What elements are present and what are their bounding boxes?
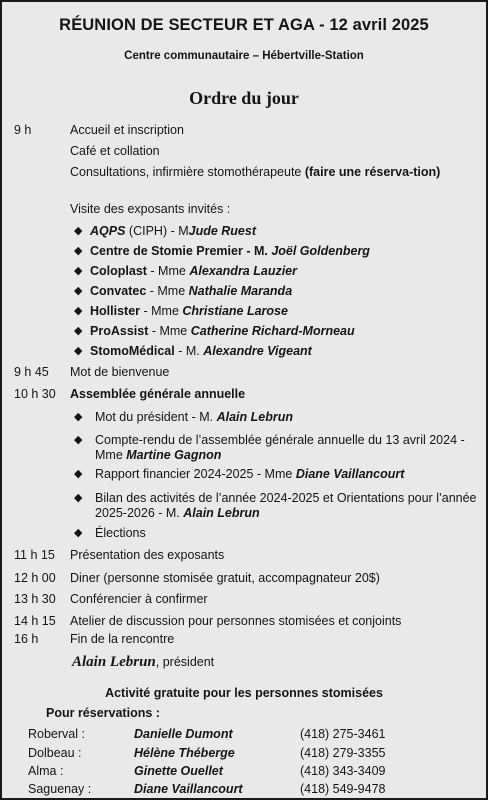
agenda-item: Mot de bienvenue (70, 365, 170, 379)
diamond-bullet-icon: ◆ (74, 411, 83, 423)
contact-name: Danielle Dumont (134, 727, 233, 741)
diamond-bullet-icon: ◆ (74, 285, 83, 297)
aga-item: Mot du président - M. Alain Lebrun (95, 410, 293, 424)
time-label: 16 h (14, 632, 39, 646)
contact-phone: (418) 275-3461 (300, 727, 386, 741)
contact-phone: (418) 279-3355 (300, 746, 386, 760)
time-label: 14 h 15 (14, 614, 56, 628)
contact-name: Ginette Ouellet (134, 764, 223, 778)
agenda-item: Café et collation (70, 144, 160, 158)
diamond-bullet-icon: ◆ (74, 468, 83, 480)
agenda-item: Conférencier à confirmer (70, 592, 208, 606)
time-label: 9 h 45 (14, 365, 49, 379)
agenda-item: Fin de la rencontre (70, 632, 175, 646)
time-label: 13 h 30 (14, 592, 56, 606)
aga-title: Assemblée générale annuelle (70, 387, 246, 401)
agenda-item: Accueil et inscription (70, 123, 184, 137)
signature-role: , président (155, 655, 215, 669)
contact-name: Diane Vaillancourt (134, 782, 243, 796)
diamond-bullet-icon: ◆ (74, 325, 83, 337)
agenda-item: Présentation des exposants (70, 548, 225, 562)
exhibitor-item: Hollister - Mme Christiane Larose (90, 304, 288, 318)
exhibitors-intro: Visite des exposants invités : (70, 202, 231, 216)
diamond-bullet-icon: ◆ (74, 434, 83, 446)
agenda-heading: Ordre du jour (189, 88, 299, 108)
exhibitor-item: ProAssist - Mme Catherine Richard-Morneau (90, 324, 355, 338)
time-label: 12 h 00 (14, 571, 56, 585)
diamond-bullet-icon: ◆ (74, 345, 83, 357)
diamond-bullet-icon: ◆ (74, 225, 83, 237)
free-activity-note: Activité gratuite pour les personnes stomisées (105, 686, 383, 700)
diamond-bullet-icon: ◆ (74, 245, 83, 257)
exhibitor-item: StomoMédical - M. Alexandre Vigeant (90, 344, 312, 358)
contact-place: Dolbeau : (28, 746, 82, 760)
contact-place: Roberval : (28, 727, 85, 741)
contact-place: Alma : (28, 764, 64, 778)
contact-phone: (418) 549-9478 (300, 782, 386, 796)
contact-name: Hélène Théberge (134, 746, 235, 760)
event-location: Centre communautaire – Hébertville-Station (124, 50, 364, 62)
aga-item: Élections (95, 526, 146, 540)
time-label: 10 h 30 (14, 387, 56, 401)
consult-text: Consultations, infirmière stomothérapeute (70, 165, 305, 179)
consult-reservation-note: (faire une réserva-tion) (304, 165, 441, 179)
diamond-bullet-icon: ◆ (74, 492, 83, 504)
contact-phone: (418) 343-3409 (300, 764, 386, 778)
reservations-label: Pour réservations : (46, 706, 160, 720)
diamond-bullet-icon: ◆ (74, 305, 83, 317)
contact-place: Saguenay : (28, 782, 92, 796)
signature-line (72, 653, 214, 671)
exhibitor-item: Coloplast - Mme Alexandra Lauzier (90, 264, 297, 278)
page-title: RÉUNION DE SECTEUR ET AGA - 12 avril 2025 (59, 16, 429, 34)
exhibitor-item: Convatec - Mme Nathalie Maranda (90, 284, 293, 298)
time-label: 11 h 15 (14, 548, 55, 562)
aga-item: Rapport financier 2024-2025 - Mme Diane Vaillancourt (95, 467, 405, 481)
aga-item: Compte-rendu de l’assemblée générale annuelle du 13 avril 2024 - Mme Martine Gagnon (95, 433, 465, 462)
agenda-item: Diner (personne stomisée gratuit, accompagnateur 20$) (70, 571, 380, 585)
exhibitor-item: Centre de Stomie Premier - M. Joël Goldenberg (90, 244, 370, 258)
agenda-item-consultations (70, 165, 470, 180)
signature: Alain Lebrun (72, 654, 156, 670)
agenda-item: Atelier de discussion pour personnes stomisées et conjoints (70, 614, 402, 628)
aga-item: Bilan des activités de l’année 2024-2025 et Orientations pour l’année 2025-2026 - M. Alain Lebrun (95, 491, 477, 520)
exhibitor-item: AQPS (CIPH) - MJude Ruest (90, 224, 257, 238)
diamond-bullet-icon: ◆ (74, 527, 83, 539)
diamond-bullet-icon: ◆ (74, 265, 83, 277)
time-label: 9 h (14, 123, 32, 137)
